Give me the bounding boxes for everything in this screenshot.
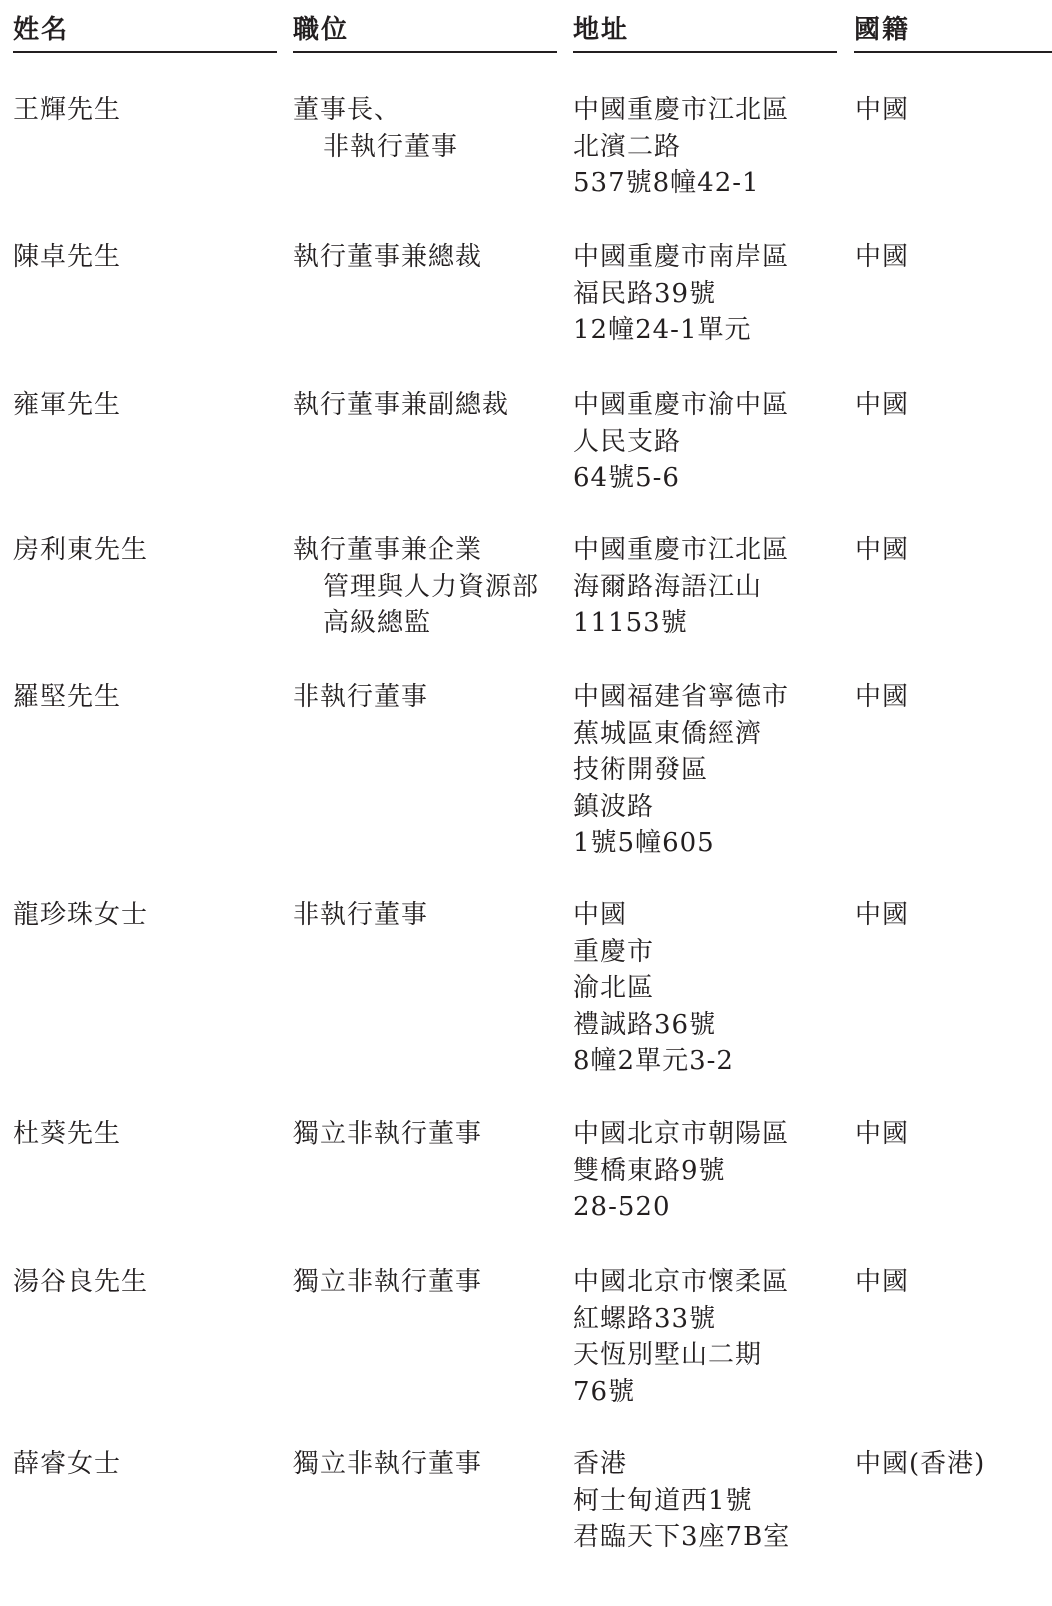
director-address-line: 重慶市 bbox=[573, 936, 655, 967]
director-address-line: 中國 bbox=[573, 900, 628, 930]
director-position-line: 董事長、 bbox=[293, 95, 402, 125]
director-address-line: 禮誠路36號 bbox=[573, 1009, 717, 1040]
director-address-line: 8幢2單元3-2 bbox=[573, 1046, 734, 1076]
director-name: 陳卓先生 bbox=[13, 242, 122, 272]
director-position bbox=[293, 387, 509, 424]
director-position-line: 非執行董事 bbox=[293, 900, 429, 930]
director-address-line: 人民支路 bbox=[573, 426, 682, 457]
director-name: 龍珍珠女士 bbox=[13, 900, 149, 930]
director-address-line: 中國重慶市江北區 bbox=[573, 95, 790, 125]
director-name: 湯谷良先生 bbox=[13, 1267, 149, 1297]
director-address bbox=[573, 1116, 789, 1226]
director-address bbox=[573, 679, 789, 862]
director-address-line: 28-520 bbox=[573, 1192, 671, 1222]
director-address-line: 天恆別墅山二期 bbox=[573, 1340, 763, 1370]
director-address-line: 福民路39號 bbox=[573, 278, 717, 309]
director-address bbox=[573, 897, 734, 1080]
director-address-line: 中國北京市懷柔區 bbox=[573, 1267, 790, 1297]
director-address-line: 12幢24-1單元 bbox=[573, 315, 752, 345]
director-address-line: 中國重慶市渝中區 bbox=[573, 390, 790, 420]
director-position bbox=[293, 532, 539, 642]
director-nationality: 中國 bbox=[855, 1267, 910, 1297]
director-address-line: 鎮波路 bbox=[573, 791, 655, 822]
director-address bbox=[573, 92, 789, 202]
director-address bbox=[573, 239, 789, 349]
director-name: 雍軍先生 bbox=[13, 390, 122, 420]
director-address-line: 537號8幢42-1 bbox=[573, 168, 760, 198]
column-header-name: 姓名 bbox=[13, 12, 277, 53]
director-position bbox=[293, 897, 428, 934]
director-address-line: 紅螺路33號 bbox=[573, 1303, 717, 1334]
director-nationality: 中國(香港) bbox=[855, 1449, 986, 1479]
director-nationality: 中國 bbox=[855, 390, 910, 420]
director-name: 羅堅先生 bbox=[13, 682, 122, 712]
director-position-line: 執行董事兼副總裁 bbox=[293, 390, 510, 420]
director-name: 杜葵先生 bbox=[13, 1119, 122, 1149]
director-address-line: 76號 bbox=[573, 1376, 636, 1407]
director-position bbox=[293, 239, 482, 276]
director-address-line: 64號5-6 bbox=[573, 463, 680, 493]
director-address-line: 柯士甸道西1號 bbox=[573, 1485, 753, 1516]
director-address-line: 海爾路海語江山 bbox=[573, 571, 763, 602]
director-position-line: 執行董事兼企業 bbox=[293, 535, 483, 565]
director-nationality: 中國 bbox=[855, 95, 910, 125]
director-address-line: 中國重慶市南岸區 bbox=[573, 242, 790, 272]
director-address-line: 11153號 bbox=[573, 608, 688, 638]
director-address-line: 渝北區 bbox=[573, 973, 655, 1003]
director-name: 房利東先生 bbox=[13, 535, 149, 565]
director-nationality: 中國 bbox=[855, 535, 910, 565]
director-address-line: 蕉城區東僑經濟 bbox=[573, 718, 763, 749]
director-name: 王輝先生 bbox=[13, 95, 122, 125]
director-position bbox=[293, 92, 458, 165]
director-position-line: 非執行董事 bbox=[293, 682, 429, 712]
director-position bbox=[293, 1264, 482, 1301]
director-address-line: 君臨天下3座7B室 bbox=[573, 1522, 791, 1552]
column-header-nationality: 國籍 bbox=[854, 12, 1052, 53]
director-address bbox=[573, 1446, 790, 1556]
director-position-line: 執行董事兼總裁 bbox=[293, 242, 483, 272]
column-header-address: 地址 bbox=[573, 12, 837, 53]
director-address-line: 1號5幢605 bbox=[573, 828, 715, 858]
director-address-line: 技術開發區 bbox=[573, 755, 709, 785]
director-address bbox=[573, 387, 789, 497]
director-position-line: 獨立非執行董事 bbox=[293, 1267, 483, 1297]
director-address-line: 雙橋東路9號 bbox=[573, 1155, 726, 1186]
director-position bbox=[293, 1446, 482, 1483]
director-address-line: 中國重慶市江北區 bbox=[573, 535, 790, 565]
director-address-line: 中國北京市朝陽區 bbox=[573, 1119, 790, 1149]
director-nationality: 中國 bbox=[855, 682, 910, 712]
director-nationality: 中國 bbox=[855, 1119, 910, 1149]
director-address bbox=[573, 532, 789, 642]
director-name: 薛睿女士 bbox=[13, 1449, 122, 1479]
director-position-line: 獨立非執行董事 bbox=[293, 1449, 483, 1479]
director-position-line: 獨立非執行董事 bbox=[293, 1119, 483, 1149]
director-address bbox=[573, 1264, 789, 1410]
director-position-line: 非執行董事 bbox=[323, 131, 459, 162]
director-address-line: 中國福建省寧德市 bbox=[573, 682, 790, 712]
director-position-line: 高級總監 bbox=[323, 608, 432, 638]
director-position-line: 管理與人力資源部 bbox=[323, 571, 540, 602]
director-nationality: 中國 bbox=[855, 900, 910, 930]
director-nationality: 中國 bbox=[855, 242, 910, 272]
director-address-line: 香港 bbox=[573, 1449, 628, 1479]
director-position bbox=[293, 1116, 482, 1153]
director-position bbox=[293, 679, 428, 716]
column-header-position: 職位 bbox=[293, 12, 557, 53]
director-address-line: 北濱二路 bbox=[573, 131, 682, 162]
